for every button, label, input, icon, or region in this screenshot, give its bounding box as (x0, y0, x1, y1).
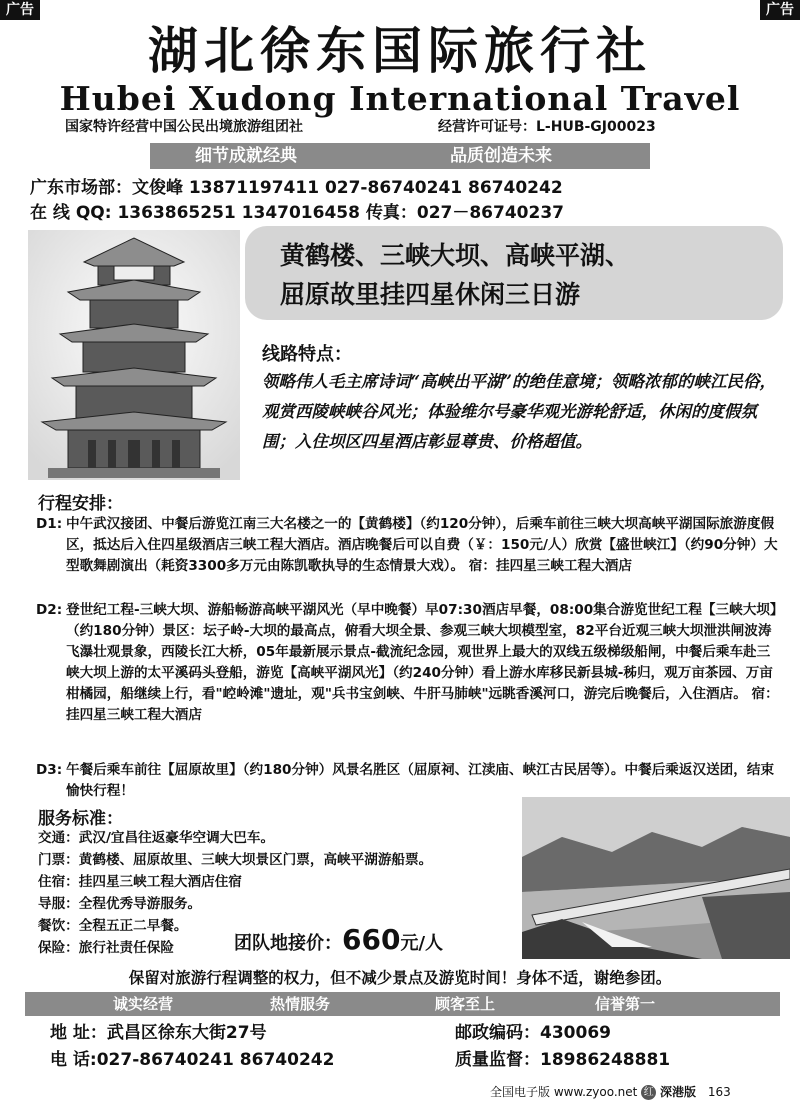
ad-tag-left: 广告 (0, 0, 40, 20)
day-text: 午餐后乘车前往【屈原故里】（约180分钟）风景名胜区（屈原祠、江渎庙、峡江古民居等）。中餐后乘返汉送团，结束愉快行程！ (66, 762, 775, 799)
postcode: 邮政编码：430069 (455, 1023, 611, 1043)
day-label: D3: (36, 762, 63, 778)
quality-supervision: 质量监督：18986248881 (455, 1050, 671, 1070)
credit-site: 全国电子版 www.zyoo.net (490, 1085, 638, 1099)
day-label: D2: (36, 602, 63, 618)
ad-tag-right: 广告 (760, 0, 800, 20)
price-unit: 元/人 (400, 933, 444, 954)
value-item: 顾客至上 (435, 995, 496, 1013)
service-item: 导服：全程优秀导游服务。 (38, 896, 202, 912)
license-statement: 国家特许经营中国公民出境旅游组团社 (65, 119, 303, 135)
address: 地 址：武昌区徐东大街27号 (50, 1023, 267, 1043)
headline-line-1: 黄鹤楼、三峡大坝、高峡平湖、 (280, 241, 631, 270)
day-text: 中午武汉接团、中餐后游览江南三大名楼之一的【黄鹤楼】（约120分钟），后乘车前往三峡大坝高峡平湖国际旅游度假区，抵达后入住四星级酒店三峡工程大酒店。酒店晚餐后可以自费（￥：150元/人）欣赏【盛世峡江】（约90分钟）大型歌舞剧演出（耗资3300多万元由陈凯歌执导的生态情景大戏）。 宿：挂四星三峡工程大酒店 (66, 516, 778, 574)
headline-line-2: 屈原故里挂四星休闲三日游 (280, 280, 581, 309)
values-bar (25, 992, 780, 1016)
itinerary-heading: 行程安排： (38, 494, 123, 514)
agency-title-en: Hubei Xudong International Travel (59, 79, 741, 118)
service-item: 餐饮：全程五正二早餐。 (38, 918, 188, 934)
service-item: 交通：武汉/宜昌往返豪华空调大巴车。 (38, 830, 275, 846)
edition-credit (490, 1083, 731, 1100)
credit-edition: 深港版 (660, 1085, 697, 1099)
slogan-bar (150, 143, 650, 169)
travel-notice: 保留对旅游行程调整的权力，但不减少景点及游览时间！身体不适，谢绝参团。 (128, 969, 672, 987)
service-item: 保险：旅行社责任保险 (38, 940, 174, 956)
price-amount: 660 (342, 923, 401, 956)
yellow-crane-tower-image (28, 230, 240, 480)
service-item: 住宿：挂四星三峡工程大酒店住宿 (38, 874, 242, 890)
day-2 (36, 600, 781, 726)
red-badge-icon: 红 (641, 1085, 656, 1100)
contact-market-line: 广东市场部：文俊峰 13871197411 027-86740241 86740242 (30, 178, 563, 198)
day-1 (36, 514, 781, 577)
features-heading: 线路特点： (262, 344, 352, 365)
price-label: 团队地接价： (234, 933, 342, 954)
day-text: 登世纪工程-三峡大坝、游船畅游高峡平湖风光（早中晚餐）早07:30酒店早餐，08:00集合游览世纪工程【三峡大坝】（约180分钟）景区：坛子岭-大坝的最高点，俯看大坝全景、参观三峡大坝模型室，82平台近观三峡大坝泄洪闸波涛飞瀑壮观景象，西陵长江大桥，05年最新展示景点-截流纪念园，观世界上最大的双线五级梯级船闸，中餐后乘车赴三峡大坝上游的太平溪码头登船，游览【高峡平湖风光】（约240分钟）看上游水库移民新县城-秭归，观万亩茶园、万亩柑橘园，船继续上行，看"崆岭滩"遗址，观"兵书宝剑峡、牛肝马肺峡"远眺香溪河口，游完后晚餐后，入住酒店。 宿：挂四星三峡工程大酒店 (66, 602, 779, 723)
services-heading: 服务标准： (38, 809, 123, 829)
value-item: 热情服务 (270, 995, 331, 1013)
group-price (234, 923, 443, 956)
phone: 电 话:027-86740241 86740242 (50, 1050, 335, 1070)
three-gorges-dam-image (522, 797, 790, 959)
agency-title-cn: 湖北徐东国际旅行社 (148, 22, 652, 80)
page-number: 163 (707, 1085, 731, 1099)
day-3 (36, 760, 781, 802)
value-item: 信誉第一 (595, 995, 656, 1013)
slogan-1: 细节成就经典 (195, 146, 297, 166)
service-item: 门票：黄鹤楼、屈原故里、三峡大坝景区门票，高峡平湖游船票。 (38, 852, 433, 868)
contact-qq-fax-line: 在 线 QQ: 1363865251 1347016458 传真：027－86740237 (30, 203, 564, 223)
license-number: 经营许可证号：L-HUB-GJ00023 (438, 119, 656, 135)
features-text: 领略伟人毛主席诗词“高峡出平湖”的绝佳意境；领略浓郁的峡江民俗，观赏西陵峡峡谷风光；体验维尔号豪华观光游轮舒适，休闲的度假氛围；入住坝区四星酒店彰显尊贵、价格超值。 (262, 372, 776, 451)
slogan-2: 品质创造未来 (450, 146, 552, 166)
day-label: D1: (36, 516, 63, 532)
value-item: 诚实经营 (113, 995, 174, 1013)
